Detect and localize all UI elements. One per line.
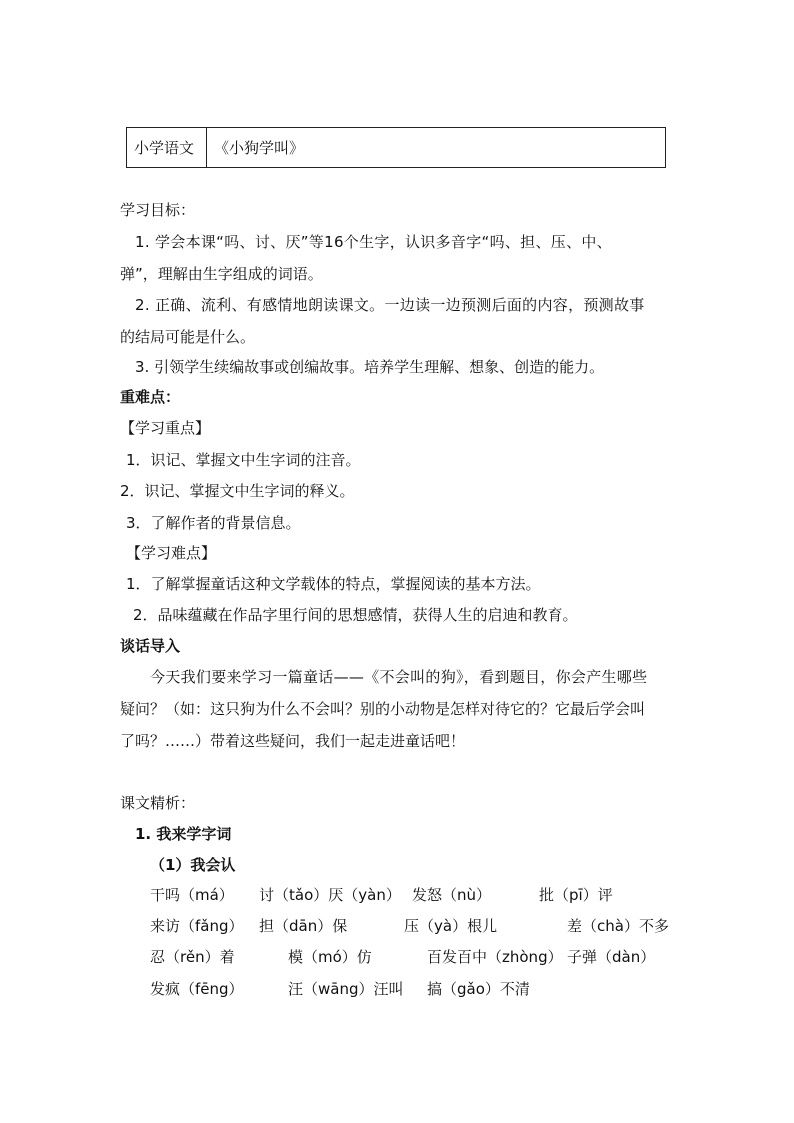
focus-item-2: 2．识记、掌握文中生字词的释义。 <box>120 482 355 500</box>
difficulty-item-1: 1．了解掌握童话这种文学载体的特点，掌握阅读的基本方法。 <box>126 575 541 593</box>
section-1-heading: 1. 我来学字词 <box>135 825 232 843</box>
intro-paragraph-line-2: 疑问？（如：这只狗为什么不会叫？别的小动物是怎样对待它的？它最后学会叫 <box>120 700 646 718</box>
vocab-item: 讨（tǎo）厌（yàn） <box>259 886 401 904</box>
vocab-item: 来访（fǎng） <box>150 917 244 935</box>
vocab-item: 批（pī）评 <box>539 886 613 904</box>
intro-heading: 谈话导入 <box>120 637 181 655</box>
vocab-item: 担（dān）保 <box>259 917 348 935</box>
lesson-title-cell: 《小狗学叫》 <box>214 139 305 157</box>
intro-paragraph-line-3: 了吗？……）带着这些疑问，我们一起走进童话吧！ <box>120 732 466 750</box>
vocab-item: 压（yà）根儿 <box>404 917 498 935</box>
difficulty-heading: 【学习难点】 <box>126 544 217 562</box>
objective-2-line-2: 的结局可能是什么。 <box>120 328 256 346</box>
subject-cell: 小学语文 <box>127 128 207 167</box>
intro-paragraph-line-1: 今天我们要来学习一篇童话——《不会叫的狗》，看到题目，你会产生哪些 <box>150 668 648 686</box>
vocab-item: 搞（gǎo）不清 <box>427 980 530 998</box>
vocab-item: 差（chà）不多 <box>567 917 669 935</box>
vocab-item: 发怒（nù） <box>412 886 492 904</box>
vocab-item: 发疯（fēng） <box>150 980 244 998</box>
focus-heading: 【学习重点】 <box>120 419 211 437</box>
vocab-item: 子弹（dàn） <box>567 948 656 966</box>
objective-3: 3. 引领学生续编故事或创编故事。培养学生理解、想象、创造的能力。 <box>135 358 605 376</box>
objective-1-line-2: 弹”，理解由生字组成的词语。 <box>120 265 323 283</box>
vocab-item: 模（mó）仿 <box>288 948 372 966</box>
analysis-heading: 课文精析： <box>120 794 196 812</box>
focus-item-1: 1．识记、掌握文中生字词的注音。 <box>126 451 361 469</box>
objective-1-line-1: 1. 学会本课“吗、讨、厌”等16个生字，认识多音字“吗、担、压、中、 <box>135 233 612 251</box>
key-points-heading: 重难点： <box>120 388 181 406</box>
lesson-header-table <box>126 127 666 168</box>
vocab-item: 百发百中（zhòng） <box>427 948 563 966</box>
objective-2-line-1: 2. 正确、流利、有感情地朗读课文。一边读一边预测后面的内容，预测故事 <box>135 296 645 314</box>
objectives-heading: 学习目标： <box>120 201 196 219</box>
vocab-item: 干吗（má） <box>150 886 234 904</box>
subsection-1-heading: （1）我会认 <box>150 856 236 874</box>
vocab-item: 汪（wāng）汪叫 <box>288 980 404 998</box>
difficulty-item-2: 2．品味蕴藏在作品字里行间的思想感情，获得人生的启迪和教育。 <box>133 606 578 624</box>
focus-item-3: 3．了解作者的背景信息。 <box>126 514 301 532</box>
vocab-item: 忍（rěn）着 <box>150 948 235 966</box>
